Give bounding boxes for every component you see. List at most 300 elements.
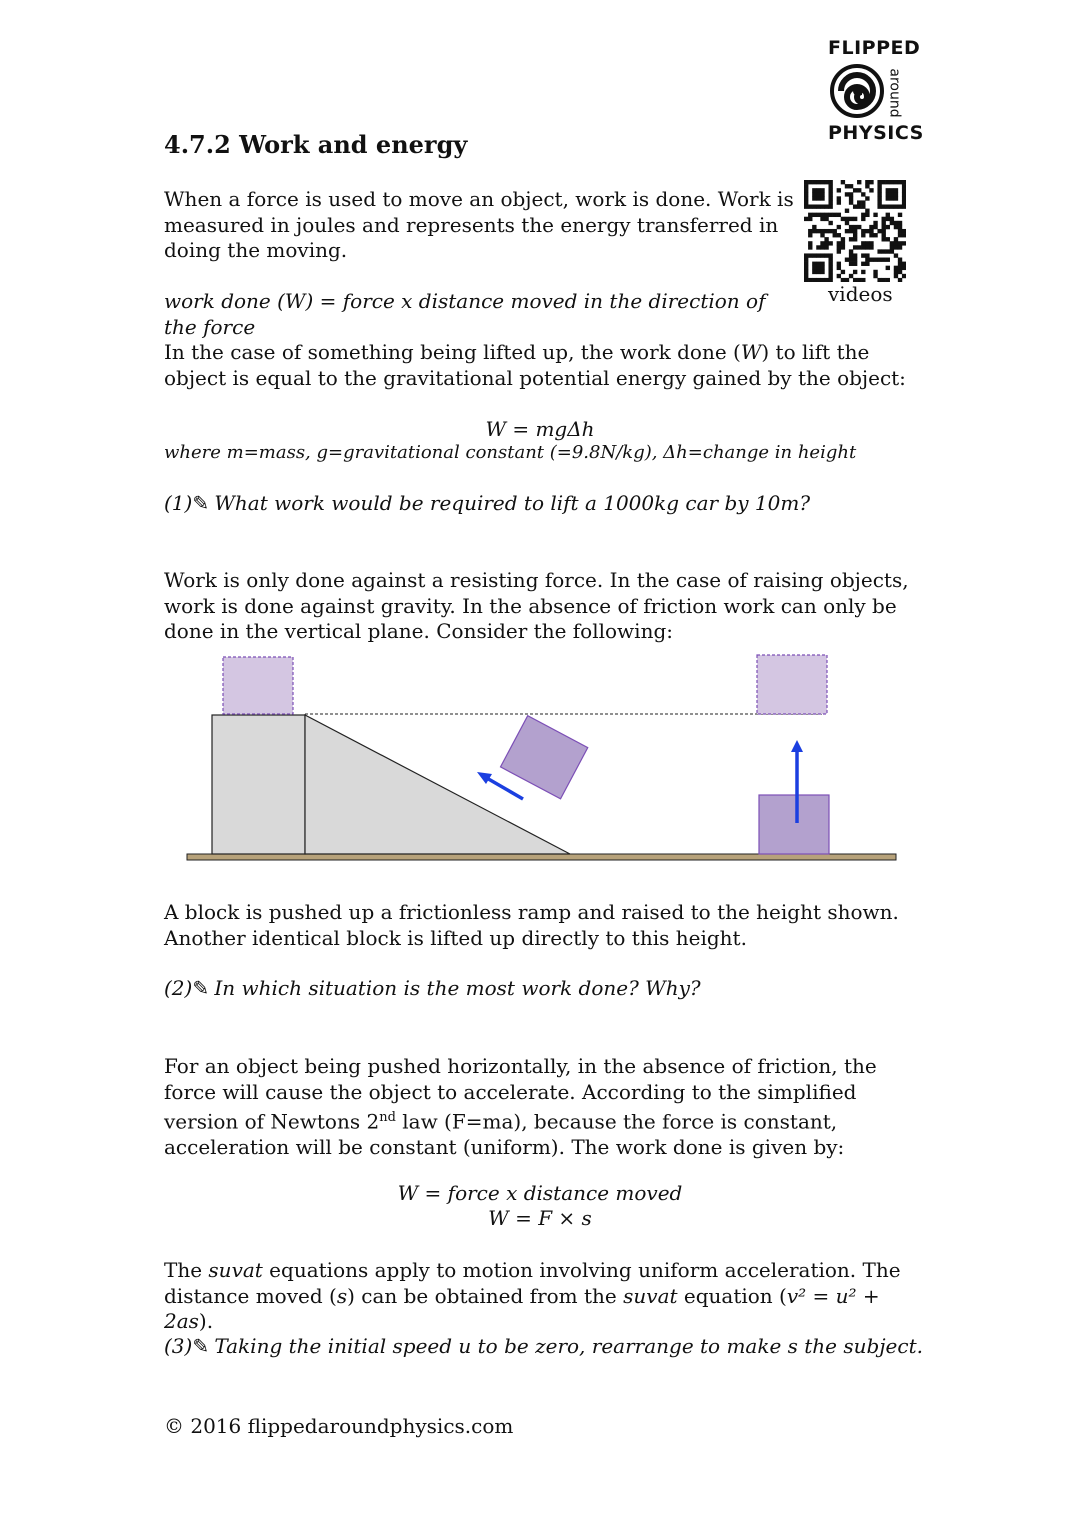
qr-module: [837, 245, 841, 249]
qr-module: [841, 241, 845, 245]
qr-module: [816, 262, 820, 266]
qr-module: [849, 253, 853, 257]
qr-module: [812, 229, 816, 233]
qr-module: [894, 180, 898, 184]
qr-module: [853, 225, 857, 229]
qr-module: [882, 180, 886, 184]
qr-module: [865, 180, 869, 184]
qr-module: [816, 245, 820, 249]
qr-module: [824, 253, 828, 257]
qr-module: [865, 213, 869, 217]
qr-module: [873, 258, 877, 262]
qr-module: [886, 213, 890, 217]
qr-module: [804, 180, 808, 184]
qr-module: [820, 217, 824, 221]
qr-module: [898, 213, 902, 217]
qr-module: [849, 229, 853, 233]
qr-module: [882, 217, 886, 221]
qr-module: [828, 200, 832, 204]
qr-module: [890, 180, 894, 184]
qr-module: [849, 184, 853, 188]
block-paragraph: A block is pushed up a frictionless ramp and raised to the height shown. Another identical block is lifted up directly to this height.: [164, 900, 899, 950]
qr-module: [894, 241, 898, 245]
qr-module: [877, 258, 881, 262]
question-3: (3)✎ Taking the initial speed u to be zero, rearrange to make s the subject.: [164, 1334, 923, 1358]
qr-module: [845, 258, 849, 262]
qr-module: [828, 213, 832, 217]
gpe-equation: W = mgΔh: [485, 417, 595, 441]
qr-module: [849, 217, 853, 221]
qr-module: [837, 241, 841, 245]
qr-module: [886, 192, 890, 196]
qr-module: [894, 253, 898, 257]
qr-module: [898, 245, 902, 249]
qr-module: [886, 196, 890, 200]
qr-module: [828, 180, 832, 184]
qr-module: [890, 221, 894, 225]
qr-module: [898, 266, 902, 270]
qr-module: [877, 229, 881, 233]
qr-module: [853, 188, 857, 192]
qr-module: [902, 188, 906, 192]
qr-module: [820, 266, 824, 270]
qr-module: [841, 245, 845, 249]
qr-module: [816, 213, 820, 217]
qr-module: [812, 270, 816, 274]
qr-module: [894, 221, 898, 225]
question-1: (1)✎ What work would be required to lift a 1000kg car by 10m?: [164, 491, 811, 515]
qr-module: [902, 262, 906, 266]
qr-module: [890, 217, 894, 221]
qr-module: [845, 217, 849, 221]
logo-line1: FLIPPED: [828, 37, 921, 59]
qr-module: [812, 278, 816, 282]
qr-module: [849, 200, 853, 204]
qr-module: [898, 258, 902, 262]
qr-module: [857, 180, 861, 184]
qr-module: [841, 217, 845, 221]
qr-module: [886, 266, 890, 270]
qr-module: [828, 258, 832, 262]
qr-module: [837, 225, 841, 229]
qr-module: [861, 217, 865, 221]
qr-module: [804, 266, 808, 270]
work-equation-words: W = force x distance moved: [397, 1181, 683, 1205]
qr-module: [804, 200, 808, 204]
qr-module: [882, 233, 886, 237]
qr-code[interactable]: [804, 180, 906, 282]
qr-module: [853, 217, 857, 221]
qr-module: [812, 204, 816, 208]
qr-module: [816, 278, 820, 282]
qr-module: [902, 233, 906, 237]
qr-module: [894, 204, 898, 208]
qr-module: [857, 225, 861, 229]
qr-module: [882, 225, 886, 229]
qr-module: [857, 204, 861, 208]
qr-module: [853, 262, 857, 266]
qr-module: [828, 188, 832, 192]
qr-module: [869, 258, 873, 262]
qr-module: [845, 209, 849, 213]
qr-module: [861, 204, 865, 208]
qr-module: [902, 196, 906, 200]
ramp-final-block-outline: [223, 657, 293, 714]
qr-module: [898, 229, 902, 233]
qr-module: [853, 229, 857, 233]
qr-module: [833, 213, 837, 217]
qr-module: [886, 188, 890, 192]
qr-module: [837, 274, 841, 278]
qr-module: [902, 204, 906, 208]
qr-module: [869, 241, 873, 245]
qr-module: [849, 274, 853, 278]
qr-module: [816, 266, 820, 270]
qr-module: [857, 245, 861, 249]
qr-module: [861, 245, 865, 249]
qr-module: [828, 266, 832, 270]
qr-module: [898, 204, 902, 208]
qr-module: [869, 245, 873, 249]
qr-module: [902, 184, 906, 188]
qr-module: [820, 241, 824, 245]
qr-module: [869, 229, 873, 233]
qr-module: [853, 253, 857, 257]
qr-module: [894, 245, 898, 249]
qr-module: [898, 270, 902, 274]
qr-module: [902, 266, 906, 270]
qr-module: [816, 229, 820, 233]
qr-module: [877, 204, 881, 208]
qr-module: [837, 196, 841, 200]
qr-module: [837, 200, 841, 204]
qr-module: [865, 258, 869, 262]
qr-module: [902, 192, 906, 196]
pencil-icon: ✎: [192, 976, 210, 1000]
qr-module: [869, 233, 873, 237]
qr-module: [902, 200, 906, 204]
qr-module: [816, 180, 820, 184]
qr-module: [824, 241, 828, 245]
qr-module: [857, 188, 861, 192]
qr-module: [845, 221, 849, 225]
qr-module: [845, 229, 849, 233]
ground-bar: [187, 854, 896, 860]
qr-module: [816, 192, 820, 196]
qr-module: [828, 204, 832, 208]
qr-module: [886, 225, 890, 229]
qr-module: [886, 204, 890, 208]
qr-module: [873, 270, 877, 274]
qr-module: [902, 241, 906, 245]
qr-module: [828, 192, 832, 196]
qr-module: [890, 245, 894, 249]
qr-module: [837, 213, 841, 217]
qr-module: [845, 192, 849, 196]
ramp-block: [500, 716, 587, 799]
qr-module: [841, 180, 845, 184]
qr-module: [882, 229, 886, 233]
qr-module: [853, 204, 857, 208]
qr-module: [890, 249, 894, 253]
lift-block: [759, 795, 829, 854]
qr-module: [812, 188, 816, 192]
qr-module: [804, 258, 808, 262]
qr-module: [824, 217, 828, 221]
qr-module: [804, 270, 808, 274]
qr-module: [861, 213, 865, 217]
qr-module: [886, 180, 890, 184]
qr-module: [865, 229, 869, 233]
qr-module: [894, 225, 898, 229]
question-2: (2)✎ In which situation is the most work done? Why?: [164, 976, 701, 1000]
qr-module: [898, 241, 902, 245]
qr-caption: videos: [828, 282, 893, 306]
qr-module: [833, 233, 837, 237]
qr-module: [898, 278, 902, 282]
qr-module: [849, 225, 853, 229]
spiral-logo-icon: [828, 60, 888, 122]
resisting-paragraph: Work is only done against a resisting force. In the case of raising objects, work is done against gravity. In the absence of friction work can only be done in the vertical plane. Consider the following:: [164, 568, 909, 643]
qr-module: [869, 225, 873, 229]
qr-module: [890, 241, 894, 245]
work-equation-symbols: W = F × s: [488, 1206, 592, 1230]
qr-module: [820, 278, 824, 282]
work-definition: work done (W) = force x distance moved in the direction of the force: [164, 289, 766, 339]
qr-module: [865, 209, 869, 213]
qr-module: [808, 217, 812, 221]
qr-module: [877, 180, 881, 184]
qr-module: [865, 241, 869, 245]
equation-key: where m=mass, g=gravitational constant (=9.8N/kg), Δh=change in height: [164, 442, 857, 463]
qr-module: [898, 233, 902, 237]
qr-module: [849, 249, 853, 253]
lifting-paragraph: In the case of something being lifted up, the work done (W) to lift the object is equal to the gravitational potential energy gained by the object:: [164, 340, 906, 390]
horizontal-paragraph: For an object being pushed horizontally, in the absence of friction, the force will cause the object to accelerate. According to the simplified version of Newtons 2nd law (F=ma), because the force is constant, acceleration will be constant (uniform). The work done is given by:: [164, 1054, 877, 1160]
qr-module: [812, 225, 816, 229]
qr-module: [824, 180, 828, 184]
qr-module: [824, 204, 828, 208]
qr-module: [812, 213, 816, 217]
qr-module: [865, 184, 869, 188]
qr-module: [812, 262, 816, 266]
qr-module: [812, 192, 816, 196]
qr-module: [808, 245, 812, 249]
qr-module: [828, 274, 832, 278]
qr-module: [902, 274, 906, 278]
qr-module: [816, 270, 820, 274]
qr-module: [845, 184, 849, 188]
qr-module: [808, 253, 812, 257]
qr-module: [894, 196, 898, 200]
qr-module: [861, 233, 865, 237]
qr-module: [820, 233, 824, 237]
platform-block: [212, 715, 305, 854]
qr-module: [837, 266, 841, 270]
qr-module: [808, 241, 812, 245]
qr-module: [837, 188, 841, 192]
qr-module: [894, 237, 898, 241]
qr-module: [849, 262, 853, 266]
qr-module: [820, 188, 824, 192]
qr-module: [820, 213, 824, 217]
qr-module: [837, 233, 841, 237]
qr-module: [812, 180, 816, 184]
qr-module: [849, 192, 853, 196]
qr-module: [804, 253, 808, 257]
qr-module: [902, 180, 906, 184]
qr-module: [849, 196, 853, 200]
qr-module: [882, 249, 886, 253]
qr-module: [873, 233, 877, 237]
lift-final-block-outline: [757, 655, 827, 714]
qr-module: [828, 241, 832, 245]
ramp-push-arrow: [485, 777, 523, 799]
qr-module: [857, 200, 861, 204]
qr-module: [820, 229, 824, 233]
qr-module: [816, 253, 820, 257]
qr-module: [865, 253, 869, 257]
qr-module: [894, 274, 898, 278]
qr-module: [869, 180, 873, 184]
qr-module: [828, 262, 832, 266]
page-title: 4.7.2 Work and energy: [164, 130, 468, 159]
qr-module: [853, 245, 857, 249]
qr-module: [861, 270, 865, 274]
qr-module: [824, 213, 828, 217]
qr-module: [886, 249, 890, 253]
qr-module: [853, 258, 857, 262]
qr-module: [804, 278, 808, 282]
qr-module: [804, 188, 808, 192]
qr-module: [861, 253, 865, 257]
intro-paragraph: When a force is used to move an object, work is done. Work is measured in joules and represents the energy transferred in doing the moving.: [164, 187, 794, 262]
qr-module: [898, 221, 902, 225]
qr-module: [812, 253, 816, 257]
qr-module: [869, 188, 873, 192]
qr-module: [861, 241, 865, 245]
qr-module: [824, 245, 828, 249]
qr-module: [873, 274, 877, 278]
qr-module: [853, 270, 857, 274]
copyright-footer: © 2016 flippedaroundphysics.com: [164, 1414, 514, 1438]
qr-module: [898, 180, 902, 184]
qr-module: [861, 229, 865, 233]
lift-arrow-head: [791, 740, 803, 752]
qr-module: [894, 188, 898, 192]
qr-module: [828, 221, 832, 225]
qr-module: [898, 225, 902, 229]
qr-module: [882, 221, 886, 225]
qr-module: [824, 229, 828, 233]
qr-module: [894, 266, 898, 270]
qr-module: [841, 237, 845, 241]
qr-module: [873, 221, 877, 225]
qr-module: [820, 204, 824, 208]
qr-module: [828, 229, 832, 233]
qr-module: [861, 192, 865, 196]
qr-module: [882, 204, 886, 208]
qr-module: [853, 233, 857, 237]
qr-module: [894, 270, 898, 274]
qr-module: [808, 233, 812, 237]
qr-module: [890, 192, 894, 196]
qr-module: [804, 262, 808, 266]
suvat-paragraph: The suvat equations apply to motion involving uniform acceleration. The distance moved (s) can be obtained from the suvat equation (v² = u² + 2as).: [164, 1258, 901, 1333]
qr-module: [808, 213, 812, 217]
qr-module: [882, 237, 886, 241]
qr-module: [812, 196, 816, 200]
qr-module: [820, 262, 824, 266]
qr-module: [808, 204, 812, 208]
qr-module: [820, 196, 824, 200]
qr-module: [816, 204, 820, 208]
qr-module: [820, 192, 824, 196]
logo-side-text: around: [887, 68, 904, 118]
qr-module: [865, 262, 869, 266]
qr-module: [886, 237, 890, 241]
qr-module: [820, 245, 824, 249]
qr-module: [828, 270, 832, 274]
qr-module: [837, 249, 841, 253]
qr-module: [890, 204, 894, 208]
qr-module: [804, 184, 808, 188]
qr-module: [894, 192, 898, 196]
pencil-icon: ✎: [192, 491, 210, 515]
qr-module: [849, 258, 853, 262]
qr-module: [804, 274, 808, 278]
qr-module: [837, 262, 841, 266]
qr-module: [873, 213, 877, 217]
qr-module: [877, 184, 881, 188]
pencil-icon: ✎: [192, 1334, 210, 1358]
qr-module: [828, 196, 832, 200]
qr-module: [865, 245, 869, 249]
qr-module: [882, 258, 886, 262]
qr-module: [812, 266, 816, 270]
logo-line2: PHYSICS: [828, 122, 924, 144]
qr-module: [865, 196, 869, 200]
qr-module: [877, 196, 881, 200]
qr-module: [804, 204, 808, 208]
qr-module: [804, 217, 808, 221]
qr-module: [890, 188, 894, 192]
qr-module: [853, 237, 857, 241]
qr-module: [816, 196, 820, 200]
qr-module: [833, 229, 837, 233]
qr-module: [804, 196, 808, 200]
qr-module: [808, 278, 812, 282]
qr-module: [873, 225, 877, 229]
qr-module: [808, 180, 812, 184]
qr-module: [877, 200, 881, 204]
qr-module: [902, 229, 906, 233]
qr-module: [849, 237, 853, 241]
ramp-vs-lift-diagram: [180, 650, 905, 865]
qr-code-icon: [804, 180, 906, 282]
qr-module: [820, 253, 824, 257]
qr-module: [877, 249, 881, 253]
qr-module: [820, 270, 824, 274]
qr-module: [861, 200, 865, 204]
qr-module: [898, 262, 902, 266]
qr-module: [877, 188, 881, 192]
qr-module: [828, 184, 832, 188]
qr-module: [890, 196, 894, 200]
qr-module: [804, 192, 808, 196]
qr-module: [816, 188, 820, 192]
qr-module: [886, 217, 890, 221]
